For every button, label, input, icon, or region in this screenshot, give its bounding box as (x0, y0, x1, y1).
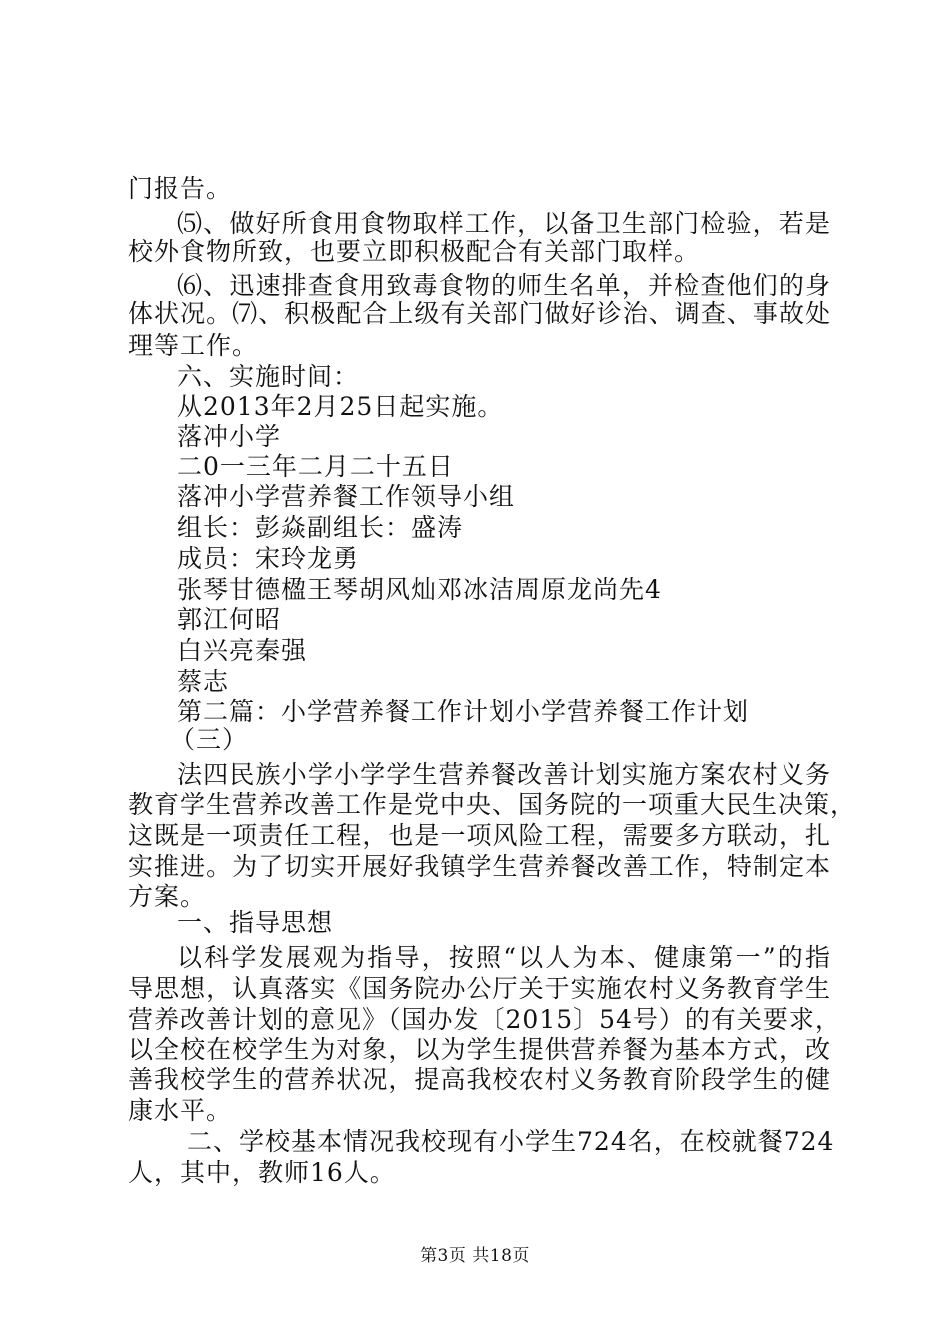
text-line: 营养改善计划的意见》（国办发〔2015〕54号）的有关要求， (128, 1005, 841, 1034)
text-line: 组长：彭焱副组长：盛涛 (177, 513, 464, 542)
section-heading: 二、学校基本情况我校现有小学生724名，在校就餐724 (187, 1127, 835, 1156)
section-heading: 六、实施时间： (177, 362, 360, 391)
text-line: 蔡志 (177, 667, 230, 696)
text-line: 善我校学生的营养状况，提高我校农村义务教育阶段学生的健 (128, 1065, 831, 1094)
text-line: 教育学生营养改善工作是党中央、国务院的一项重大民生决策， (128, 790, 857, 819)
text-line: 导思想，认真落实《国务院办公厅关于实施农村义务教育学生 (128, 974, 831, 1003)
text-line: ⑸、做好所食用食物取样工作，以备卫生部门检验，若是 (177, 209, 831, 238)
text-line: 张琴甘德楹王琴胡风灿邓冰洁周原龙尚先4 (177, 575, 662, 604)
text-line: 以科学发展观为指导，按照“以人为本、健康第一”的指 (177, 943, 831, 972)
text-line: 从2013年2月25日起实施。 (177, 392, 504, 421)
text-line: 以全校在校学生为对象，以为学生提供营养餐为基本方式，改 (128, 1035, 831, 1064)
text-line: 白兴亮秦强 (177, 636, 308, 665)
section-heading: 一、指导思想 (177, 908, 334, 937)
page-number-footer: 第3页 共18页 (420, 1246, 530, 1266)
text-line: 康水平。 (128, 1096, 233, 1125)
text-line: （三） (170, 725, 249, 754)
text-line: 这既是一项责任工程，也是一项风险工程，需要多方联动，扎 (128, 821, 831, 850)
text-line: 理等工作。 (128, 331, 259, 360)
text-line: 法四民族小学小学学生营养餐改善计划实施方案农村义务 (177, 760, 831, 789)
text-line: 人，其中，教师16人。 (128, 1158, 396, 1187)
text-line: ⑹、迅速排查食用致毒食物的师生名单，并检查他们的身 (177, 271, 831, 300)
section-heading: 第二篇：小学营养餐工作计划小学营养餐工作计划 (177, 697, 750, 726)
text-line: 郭江何昭 (177, 605, 282, 634)
text-line: 落冲小学营养餐工作领导小组 (177, 482, 516, 511)
text-line: 体状况。⑺、积极配合上级有关部门做好诊治、调查、事故处 (128, 299, 831, 328)
text-line: 落冲小学 (177, 422, 282, 451)
text-line: 实推进。为了切实开展好我镇学生营养餐改善工作，特制定本 (128, 852, 831, 881)
text-line: 校外食物所致，也要立即积极配合有关部门取样。 (128, 237, 701, 266)
text-line: 门报告。 (128, 174, 233, 203)
text-line: 成员：宋玲龙勇 (177, 544, 360, 573)
text-line: 二0一三年二月二十五日 (177, 452, 454, 481)
text-line: 方案。 (128, 882, 207, 911)
